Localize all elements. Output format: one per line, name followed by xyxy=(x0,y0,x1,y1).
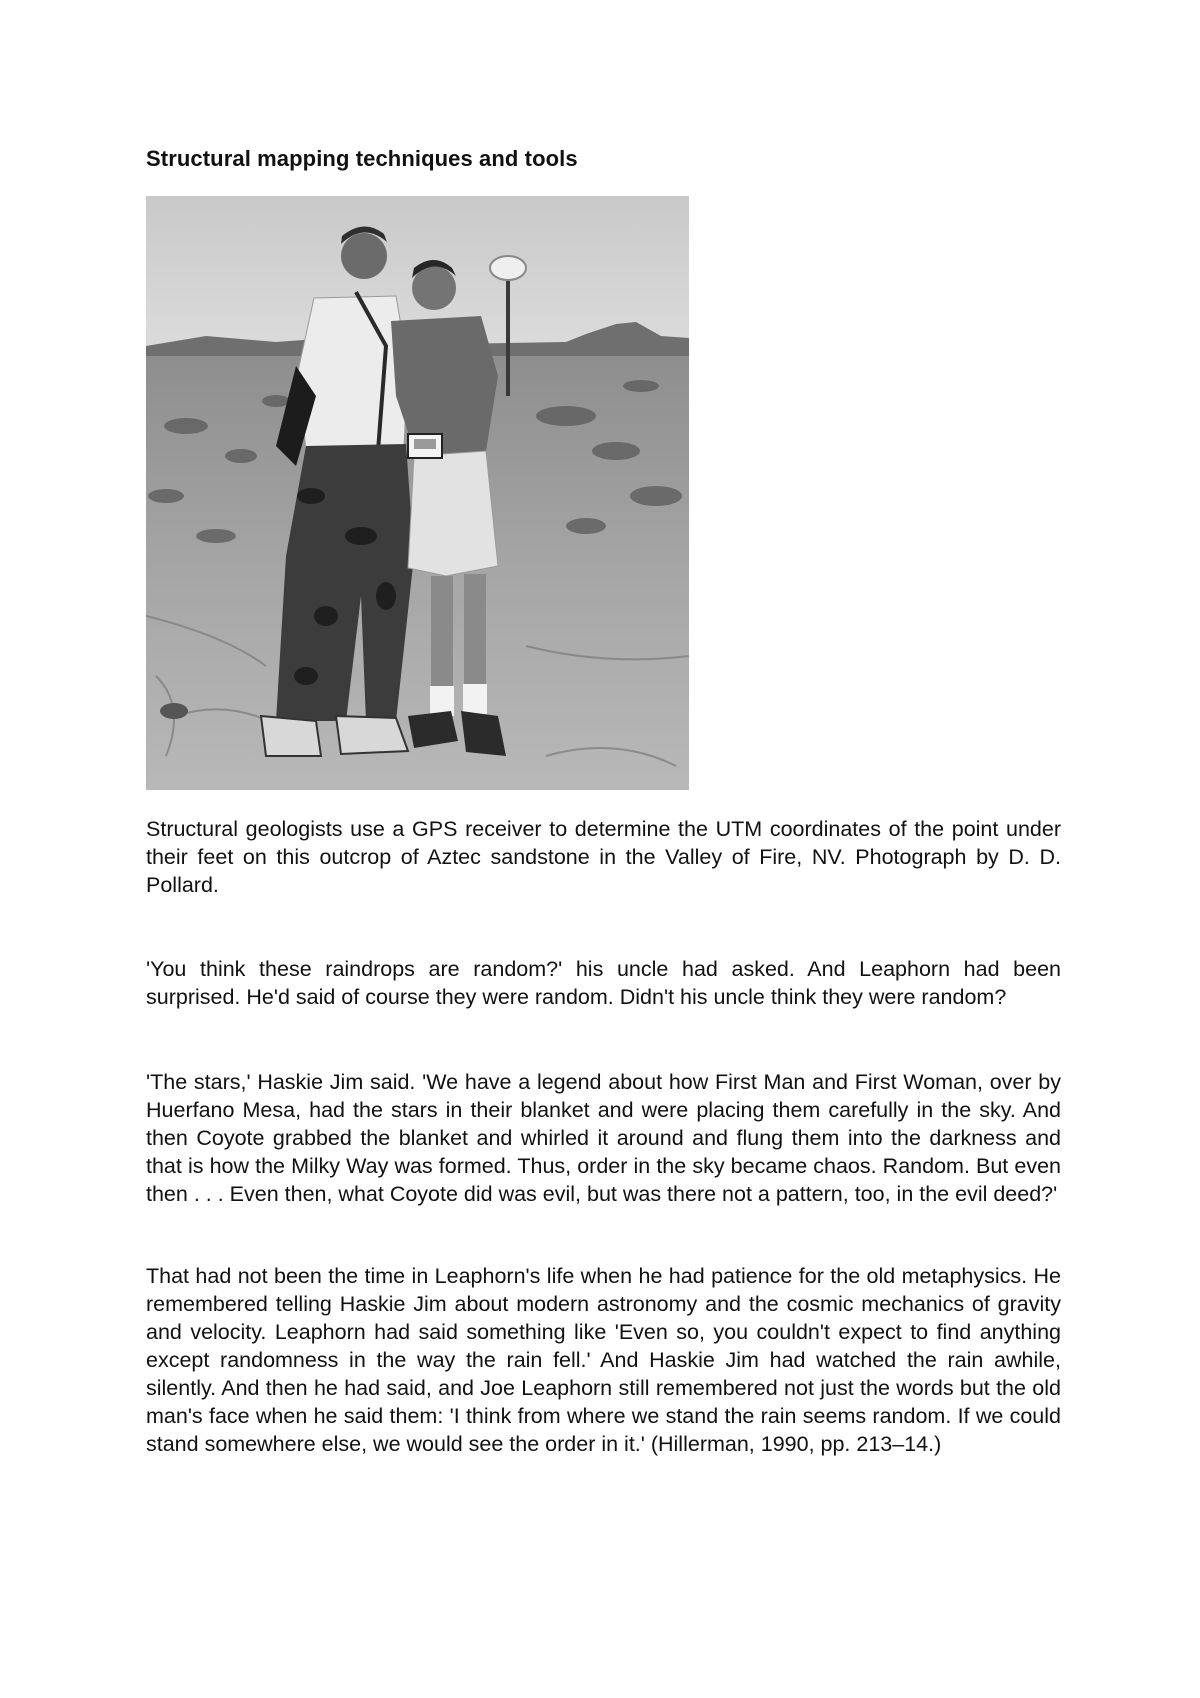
gps-receiver xyxy=(408,434,442,458)
figure-caption: Structural geologists use a GPS receiver to determine the UTM coordinates of the point under their feet on this outcrop of Aztec sandstone in the Valley of Fire, NV. Photograph by D. D. Pollard. xyxy=(146,817,1061,897)
page-title: Structural mapping techniques and tools xyxy=(146,146,578,171)
epigraph-paragraph: 'The stars,' Haskie Jim said. 'We have a legend about how First Man and First Woman, over by Huerfano Mesa, had the stars in their blanket and were placing them carefully in the sky. And then Coyote grabbed the blanket and whirled it around and flung them into the darkness and that is how the Milky Way was formed. Thus, order in the sky became chaos. Random. But even then . . . Even then, what Coyote did was evil, but was there not a pattern, too, in the evil deed?' xyxy=(146,1070,1061,1206)
epigraph-paragraph: That had not been the time in Leaphorn's life when he had patience for the old metaphysics. He remembered telling Haskie Jim about modern astronomy and the cosmic mechanics of gravity and velocity. Leaphorn had said something like 'Even so, you couldn't expect to find anything except randomness in the way the rain fell.' And Haskie Jim had watched the rain awhile, silently. And then he had said, and Joe Leaphorn still remembered not just the words but the old man's face when he said them: 'I think from where we stand the rain seems random. If we could stand somewhere else, we would see the order in it.' (Hillerman, 1990, pp. 213–14.) xyxy=(146,1264,1061,1456)
field-photograph xyxy=(146,196,689,790)
epigraph-paragraph: 'You think these raindrops are random?' his uncle had asked. And Leaphorn had been surprised. He'd said of course they were random. Didn't his uncle think they were random? xyxy=(146,957,1061,1009)
small-rock xyxy=(160,703,188,719)
